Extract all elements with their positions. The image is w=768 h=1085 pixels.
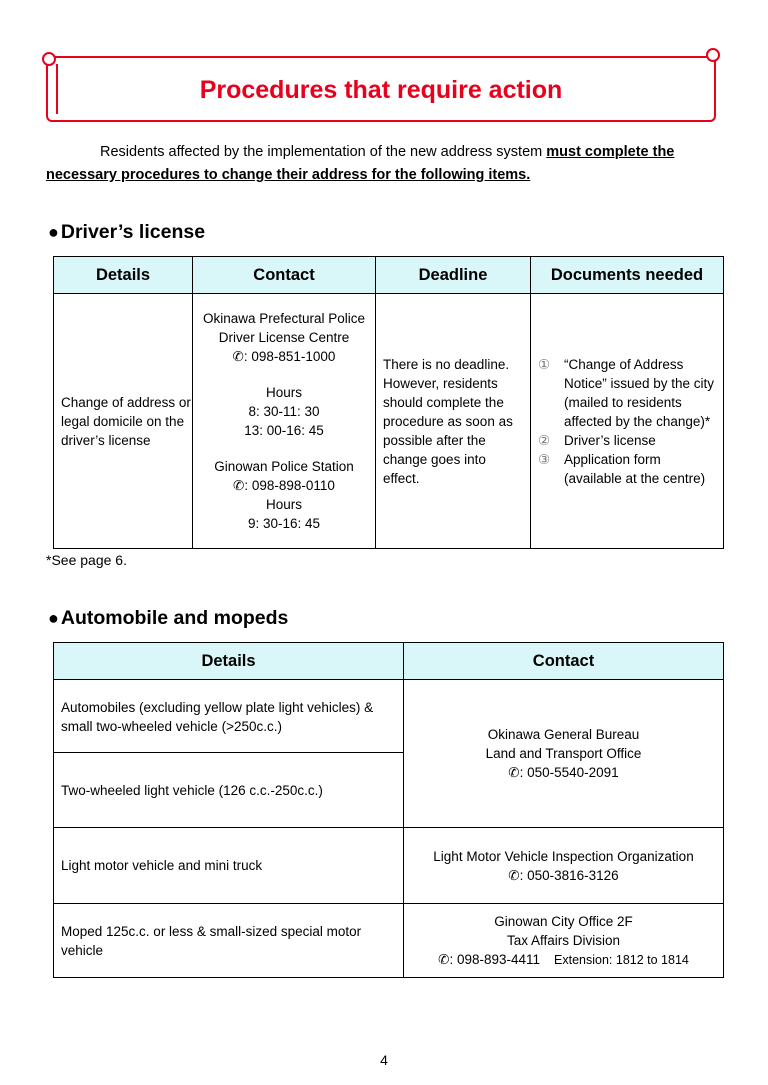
hours-label: Hours <box>265 385 302 400</box>
scroll-curl-right-icon <box>706 48 720 62</box>
contact-office-name: Okinawa Prefectural Police <box>202 311 366 326</box>
details-cell: Two-wheeled light vehicle (126 c.c.-250c.c.) <box>54 753 404 828</box>
document-number: ③ <box>538 451 551 467</box>
contact-office-name-2: Land and Transport Office <box>485 746 642 761</box>
header-details: Details <box>54 257 193 294</box>
section-heading-text: Automobile and mopeds <box>60 607 289 629</box>
section-heading-text: Driver’s license <box>60 221 206 243</box>
phone-number: : 050-3816-3126 <box>519 867 619 883</box>
contact-office-name: Ginowan City Office 2F <box>494 913 633 929</box>
phone-icon: ✆ <box>508 765 520 780</box>
page-title: Procedures that require action <box>199 76 563 104</box>
header-deadline: Deadline <box>376 257 531 294</box>
page-number: 4 <box>380 1052 388 1068</box>
automobile-table <box>53 642 724 978</box>
contact-office-name-3: Ginowan Police Station <box>214 459 354 474</box>
details-cell: Moped 125c.c. or less & small-sized special motor vehicle <box>54 904 404 978</box>
phone-number-2: : 098-898-0110 <box>244 478 335 493</box>
hours-label-2: Hours <box>265 497 302 512</box>
bullet-icon: ● <box>48 608 59 628</box>
details-cell: Change of address or legal domicile on the driver’s license <box>54 294 193 549</box>
title-banner <box>46 56 716 122</box>
phone-number: : 098-893-4411 <box>449 951 541 967</box>
table-row <box>54 828 724 904</box>
phone-extension: Extension: 1812 to 1814 <box>554 952 689 967</box>
intro-text: Residents affected by the implementation of the new address system <box>100 144 547 160</box>
contact-phone <box>404 866 723 885</box>
table-row <box>54 680 724 753</box>
details-cell: Automobiles (excluding yellow plate light vehicles) & small two-wheeled vehicle (>250c.c.) <box>54 680 404 753</box>
bullet-icon: ● <box>48 222 59 242</box>
footnote: *See page 6. <box>46 552 127 568</box>
documents-cell <box>531 294 724 549</box>
table-row <box>54 904 724 978</box>
header-details: Details <box>54 643 404 680</box>
table-row <box>54 294 724 549</box>
section-heading-automobile <box>48 607 288 630</box>
table-header-row <box>54 257 724 294</box>
contact-office-name-2: Driver License Centre <box>218 330 350 345</box>
intro-emphasis: must complete the necessary procedures to change their address for the following items. <box>46 144 675 183</box>
hours-value-3: 9: 30-16: 45 <box>247 516 321 531</box>
phone-icon: ✆ <box>508 867 520 883</box>
phone-icon: ✆ <box>232 349 244 364</box>
hours-value-2: 13: 00-16: 45 <box>244 423 324 438</box>
section-heading-drivers-license <box>48 221 205 244</box>
contact-office-name: Light Motor Vehicle Inspection Organization <box>433 848 694 864</box>
deadline-cell: There is no deadline. However, residents should complete the procedure as soon as possible after the change goes into effect. <box>376 294 531 549</box>
document-number: ① <box>538 356 551 372</box>
hours-value: 8: 30-11: 30 <box>248 404 320 419</box>
table-header-row <box>54 643 724 680</box>
contact-office-name-2: Tax Affairs Division <box>506 932 621 948</box>
document-item <box>538 431 719 450</box>
phone-number: : 050-5540-2091 <box>519 765 619 780</box>
details-cell: Light motor vehicle and mini truck <box>54 828 404 904</box>
scroll-curl-left-icon <box>42 52 56 66</box>
contact-phone-2 <box>193 476 375 495</box>
document-number: ② <box>538 432 551 448</box>
contact-phone <box>404 763 723 782</box>
contact-cell-city <box>404 904 724 978</box>
contact-phone <box>404 950 723 970</box>
contact-cell <box>193 294 376 549</box>
header-documents: Documents needed <box>531 257 724 294</box>
document-text: Application form (available at the centre) <box>564 451 706 486</box>
intro-paragraph <box>46 141 722 187</box>
contact-office-name: Okinawa General Bureau <box>487 727 640 742</box>
document-item <box>538 450 719 488</box>
phone-number: : 098-851-1000 <box>243 349 336 364</box>
contact-cell-lmv <box>404 828 724 904</box>
header-contact: Contact <box>193 257 376 294</box>
phone-icon: ✆ <box>438 951 450 967</box>
document-text: “Change of Address Notice” issued by the city (mailed to residents affected by the change)* <box>564 356 715 429</box>
drivers-license-table <box>53 256 724 549</box>
contact-phone <box>193 347 375 366</box>
header-contact: Contact <box>404 643 724 680</box>
contact-cell-bureau <box>404 680 724 828</box>
document-item <box>538 355 719 431</box>
document-text: Driver’s license <box>564 432 656 448</box>
phone-icon: ✆ <box>233 478 245 493</box>
